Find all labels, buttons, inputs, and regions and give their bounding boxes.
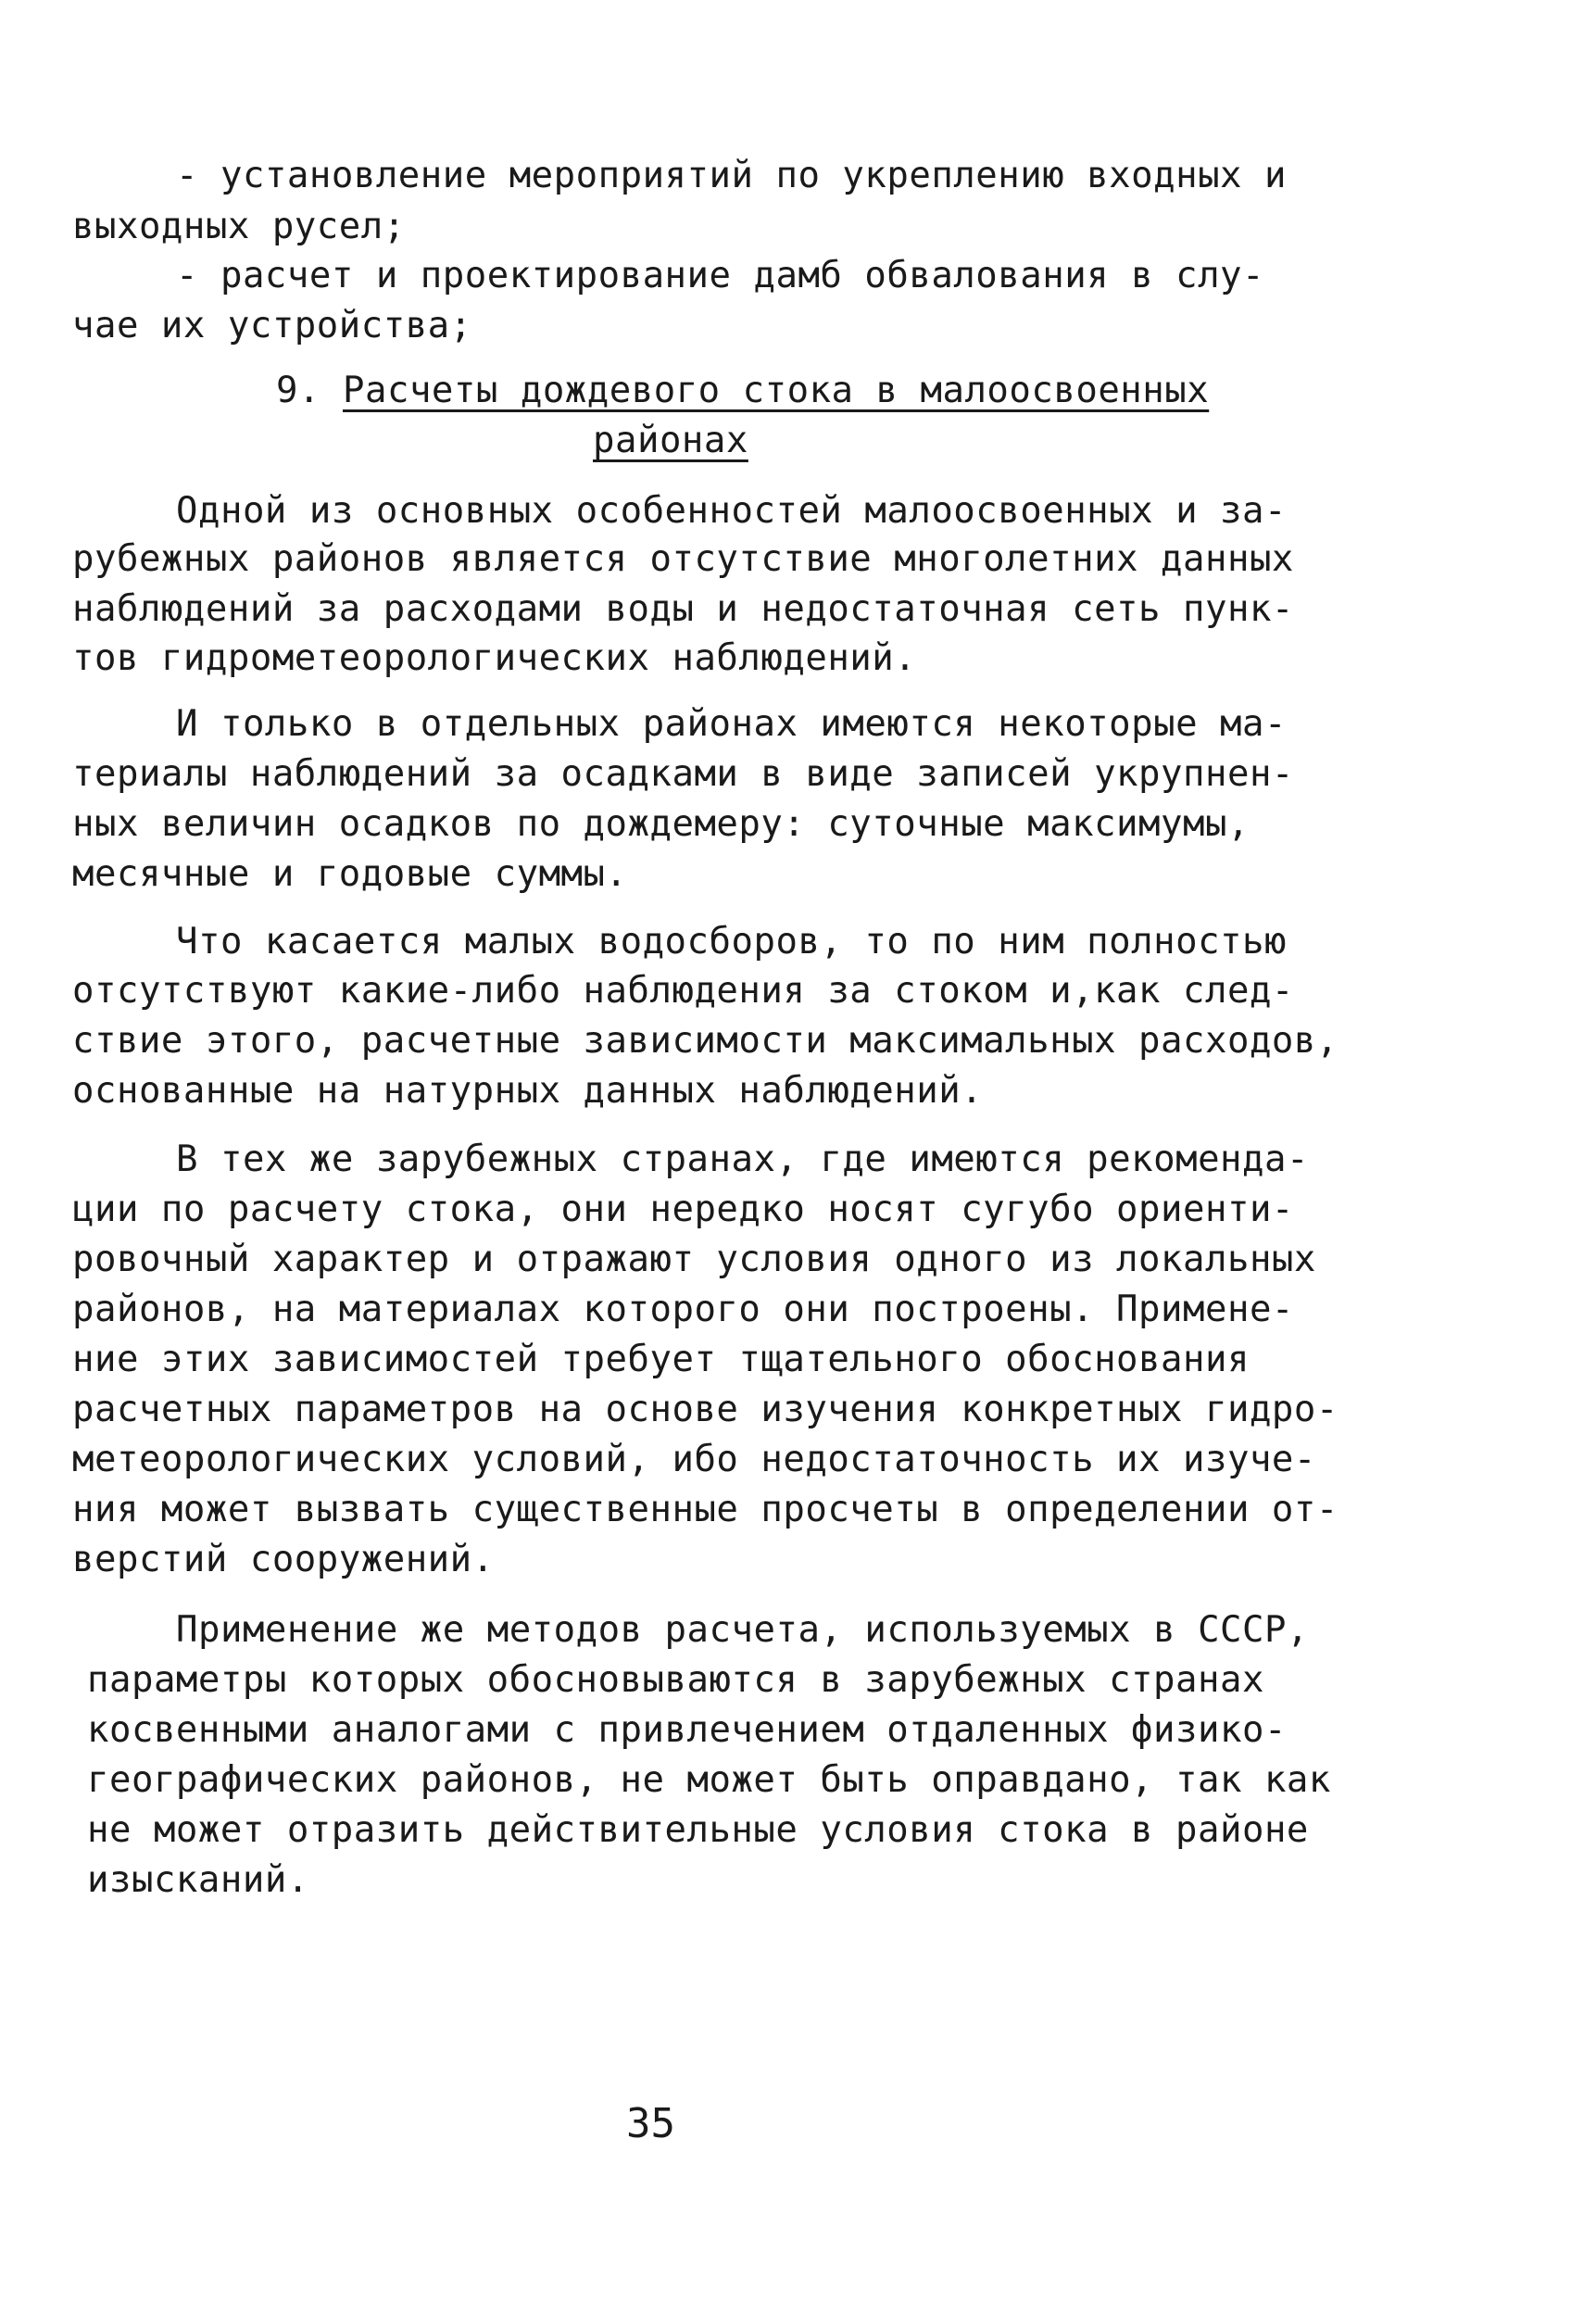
section-title: Расчеты дождевого стока в малоосвоенных (343, 370, 1210, 411)
paragraph-line: ровочный характер и отражают условия одного из локальных (72, 1239, 1316, 1280)
section-title-continuation: районах (593, 420, 748, 461)
paragraph-line: метеорологических условий, ибо недостаточность их изуче- (72, 1439, 1316, 1480)
paragraph-line: рубежных районов является отсутствие многолетних данных (72, 538, 1294, 580)
paragraph-line: географических районов, не может быть оправдано, так как (87, 1759, 1331, 1801)
paragraph-line: И только в отдельных районах имеются некоторые ма- (176, 703, 1287, 745)
section-number: 9. (276, 370, 320, 411)
paragraph-line: ния может вызвать существенные просчеты в определении от- (72, 1489, 1338, 1530)
page-number: 35 (626, 2100, 675, 2147)
list-item-continuation: чае их устройства; (72, 305, 472, 346)
paragraph-line: ствие этого, расчетные зависимости максимальных расходов, (72, 1020, 1338, 1062)
paragraph-line: ции по расчету стока, они нередко носят сугубо ориенти- (72, 1189, 1294, 1230)
paragraph-line: тов гидрометеорологических наблюдений. (72, 637, 917, 679)
paragraph-line: отсутствуют какие-либо наблюдения за стоком и,как след- (72, 970, 1294, 1012)
list-item: - расчет и проектирование дамб обвалования в слу- (176, 255, 1265, 296)
paragraph-line: параметры которых обосновываются в зарубежных странах (87, 1659, 1264, 1701)
paragraph-line: районов, на материалах которого они построены. Примене- (72, 1289, 1294, 1330)
paragraph-line: верстий сооружений. (72, 1539, 495, 1580)
list-item: - установление мероприятий по укреплению входных и (176, 155, 1287, 196)
paragraph-line: Что касается малых водосборов, то по ним полностью (176, 921, 1287, 962)
paragraph-line: косвенными аналогами с привлечением отдаленных физико- (87, 1709, 1287, 1751)
paragraph-line: Одной из основных особенностей малоосвоенных и за- (176, 490, 1287, 532)
paragraph-line: Применение же методов расчета, используемых в СССР, (176, 1609, 1309, 1651)
paragraph-line: не может отразить действительные условия стока в районе (87, 1809, 1309, 1851)
paragraph-line: ных величин осадков по дождемеру: суточные максимумы, (72, 803, 1250, 845)
paragraph-line: расчетных параметров на основе изучения конкретных гидро- (72, 1389, 1338, 1430)
paragraph-line: основанные на натурных данных наблюдений. (72, 1070, 984, 1112)
list-item-continuation: выходных русел; (72, 206, 406, 247)
paragraph-line: месячные и годовые суммы. (72, 853, 628, 895)
paragraph-line: териалы наблюдений за осадками в виде записей укрупнен- (72, 753, 1294, 795)
paragraph-line: наблюдений за расходами воды и недостаточная сеть пунк- (72, 588, 1294, 630)
paragraph-line: изысканий. (87, 1859, 309, 1901)
paragraph-line: ние этих зависимостей требует тщательного обоснования (72, 1339, 1250, 1380)
paragraph-line: В тех же зарубежных странах, где имеются рекоменда- (176, 1139, 1309, 1180)
